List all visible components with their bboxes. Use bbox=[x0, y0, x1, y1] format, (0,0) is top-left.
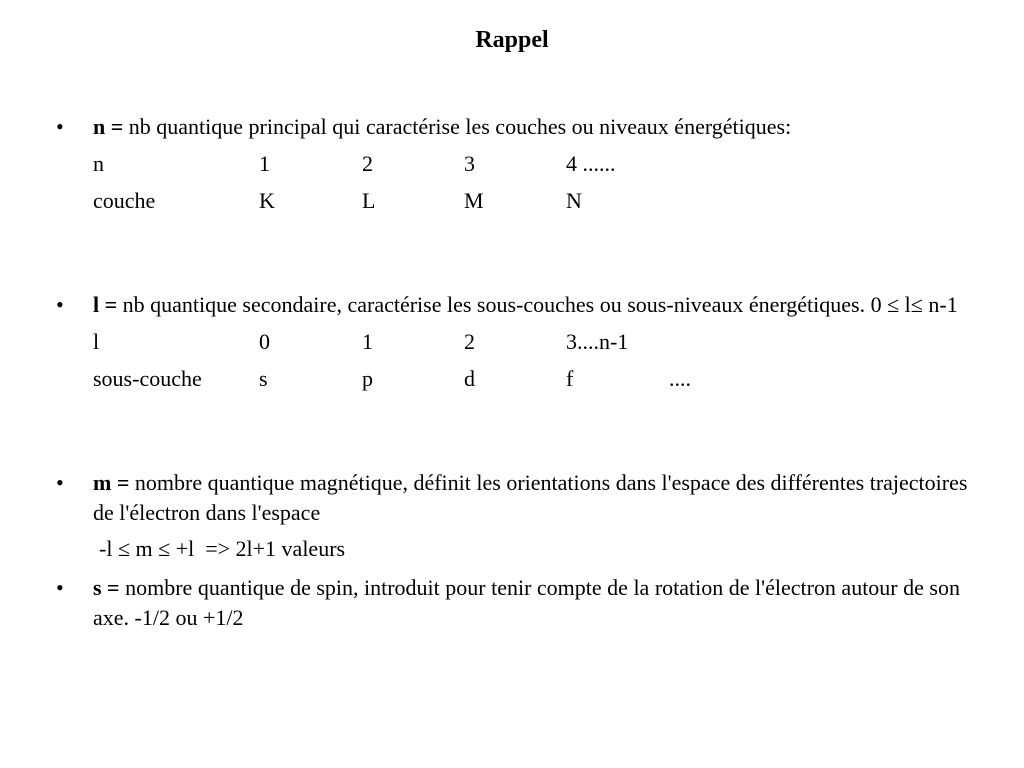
table-cell: L bbox=[362, 188, 376, 213]
table-cell: M bbox=[464, 188, 484, 213]
table-cell: .... bbox=[669, 366, 691, 391]
table-cell: d bbox=[464, 366, 475, 391]
definition-m: nombre quantique magnétique, définit les orientations dans l'espace des différentes trajectoires de l'électron dans l'espace bbox=[93, 470, 968, 525]
definition-s: nombre quantique de spin, introduit pour tenir compte de la rotation de l'électron autour de son axe. -1/2 ou +1/2 bbox=[93, 575, 960, 630]
bullet-icon: • bbox=[56, 575, 64, 600]
table-cell: K bbox=[259, 188, 275, 213]
table-cell: N bbox=[566, 188, 582, 213]
table-cell: s bbox=[259, 366, 268, 391]
table-cell: 1 bbox=[259, 151, 270, 176]
bullet-m-text bbox=[56, 468, 976, 528]
table-row bbox=[56, 149, 976, 186]
bullet-s-text bbox=[56, 573, 976, 633]
bullet-icon: • bbox=[56, 292, 64, 317]
bullet-m bbox=[56, 468, 976, 564]
bullet-s bbox=[56, 573, 976, 633]
table-cell: 3....n-1 bbox=[566, 329, 629, 354]
table-cell: l bbox=[93, 329, 100, 354]
table-cell: f bbox=[566, 366, 574, 391]
slide-title: Rappel bbox=[475, 27, 549, 53]
table-cell: n bbox=[93, 151, 104, 176]
table-cell: 0 bbox=[259, 329, 270, 354]
table-cell: 2 bbox=[362, 151, 373, 176]
table-cell: 3 bbox=[464, 151, 475, 176]
table-cell: p bbox=[362, 366, 373, 391]
table-cell: 1 bbox=[362, 329, 373, 354]
definition-n: nb quantique principal qui caractérise les couches ou niveaux énergétiques: bbox=[123, 114, 792, 139]
term-s: s = bbox=[93, 575, 120, 600]
term-n: n = bbox=[93, 114, 124, 139]
formula-m: -l ≤ m ≤ +l => 2l+1 valeurs bbox=[99, 536, 346, 561]
bullet-icon: • bbox=[56, 470, 64, 495]
table-row bbox=[56, 186, 976, 223]
term-m: m = bbox=[93, 470, 130, 495]
bullet-n bbox=[56, 112, 976, 223]
table-row bbox=[56, 327, 976, 364]
table-cell: 2 bbox=[464, 329, 475, 354]
bullet-l bbox=[56, 290, 976, 401]
table-cell: sous-couche bbox=[93, 366, 202, 391]
table-cell: 4 ...... bbox=[566, 151, 616, 176]
bullet-n-text bbox=[56, 112, 976, 142]
term-l: l = bbox=[93, 292, 118, 317]
table-row bbox=[56, 364, 976, 401]
table-cell: couche bbox=[93, 188, 156, 213]
bullet-l-text bbox=[56, 290, 976, 320]
bullet-icon: • bbox=[56, 114, 64, 139]
definition-l: nb quantique secondaire, caractérise les sous-couches ou sous-niveaux énergétiques. 0 ≤ l≤ n-1 bbox=[117, 292, 958, 317]
